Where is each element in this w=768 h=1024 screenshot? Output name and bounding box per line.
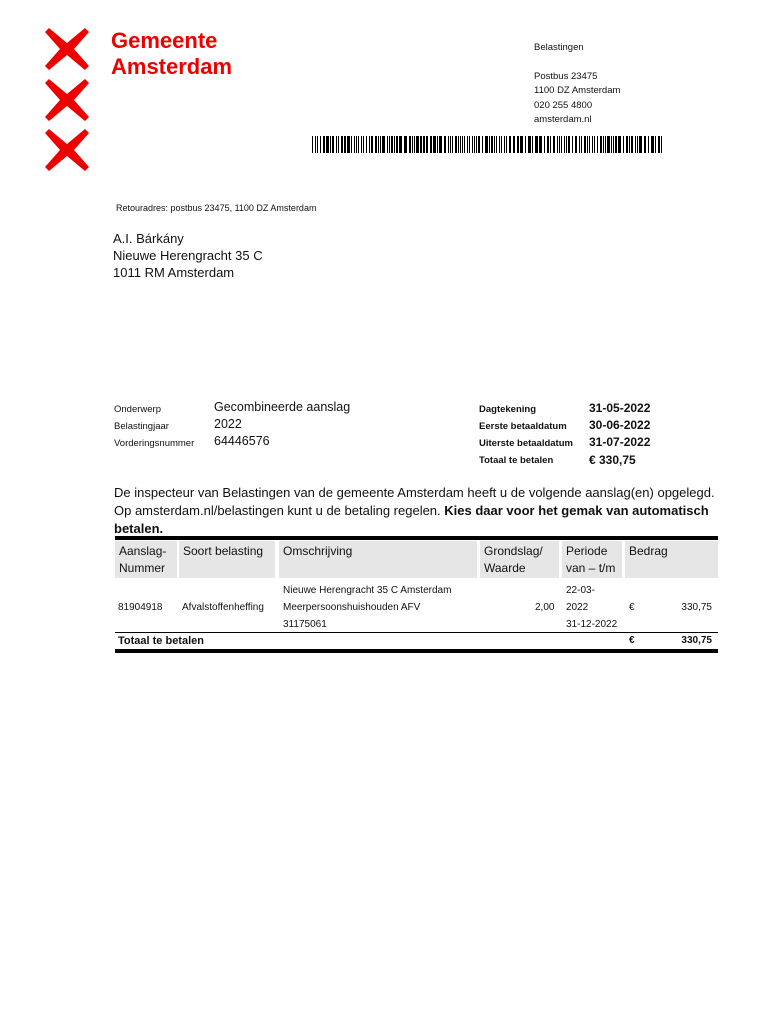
sender-phone: 020 255 4800 xyxy=(534,99,593,111)
header-bedrag xyxy=(625,541,718,578)
sender-department: Belastingen xyxy=(534,42,584,53)
meta-value-onderwerp: Gecombineerde aanslag xyxy=(214,400,351,414)
table-top-rule xyxy=(115,536,718,540)
row-periode-line3: 31-12-2022 xyxy=(566,619,618,630)
intro-bold-text: Kies daar voor het gemak van automatisch betalen. xyxy=(114,503,709,536)
meta-value-eerste-betaaldatum: 30-06-2022 xyxy=(589,418,651,432)
brand-line-1: Gemeente xyxy=(111,28,218,53)
total-amount: 330,75 xyxy=(681,635,712,646)
meta-value-uiterste-betaaldatum: 31-07-2022 xyxy=(589,435,651,449)
addressee-city: 1011 RM Amsterdam xyxy=(113,265,235,280)
meta-value-dagtekening: 31-05-2022 xyxy=(589,401,651,415)
intro-text: De inspecteur van Belastingen van de gemeente Amsterdam heeft u de volgende aanslag(en) opgelegd. Op amsterdam.nl/belastingen kunt u de betaling regelen. xyxy=(114,485,715,518)
total-label: Totaal te betalen xyxy=(118,635,204,647)
row-periode-line2: 2022 xyxy=(566,602,589,613)
sender-website[interactable]: amsterdam.nl xyxy=(534,114,592,125)
header-aanslag-line1: Aanslag- xyxy=(119,544,167,558)
meta-value-belastingjaar: 2022 xyxy=(214,417,242,431)
amsterdam-cross-icon xyxy=(45,28,89,70)
header-aanslagnummer xyxy=(115,541,177,578)
row-grondslag: 2,00 xyxy=(535,602,555,613)
header-periode-line2: van – t/m xyxy=(566,561,616,575)
amsterdam-cross-icon xyxy=(45,129,89,171)
addressee-street: Nieuwe Herengracht 35 C xyxy=(113,248,263,263)
return-address: Retouradres: postbus 23475, 1100 DZ Amsterdam xyxy=(116,203,317,213)
header-omschrijving xyxy=(279,541,477,578)
addressee-block xyxy=(113,230,263,281)
header-soort-label: Soort belasting xyxy=(183,544,264,558)
header-bedrag-label: Bedrag xyxy=(629,544,668,558)
total-currency: € xyxy=(629,635,635,646)
header-soort xyxy=(179,541,275,578)
row-aanslagnummer: 81904918 xyxy=(118,602,163,613)
header-aanslag-line2: Nummer xyxy=(119,561,166,575)
sender-postbus: Postbus 23475 xyxy=(534,70,598,82)
row-bedrag: 330,75 xyxy=(681,602,712,613)
brand-line-2: Amsterdam xyxy=(111,54,233,79)
total-bottom-rule xyxy=(115,649,718,653)
total-top-rule xyxy=(115,632,718,633)
header-periode xyxy=(562,541,622,578)
header-grondslag-line1: Grondslag/ xyxy=(484,544,543,558)
intro-paragraph xyxy=(114,484,724,538)
meta-label-totaal: Totaal te betalen xyxy=(479,455,554,466)
barcode xyxy=(312,136,662,153)
row-currency: € xyxy=(629,602,635,613)
amsterdam-cross-icon xyxy=(45,79,89,121)
header-omschrijving-label: Omschrijving xyxy=(283,544,353,558)
row-omschrijving-line3: 31175061 xyxy=(283,619,327,630)
meta-label-onderwerp: Onderwerp xyxy=(114,404,161,415)
header-grondslag-line2: Waarde xyxy=(484,561,526,575)
addressee-name: A.I. Bárkány xyxy=(113,231,184,246)
sender-block xyxy=(534,41,620,128)
row-omschrijving-line2: Meerpersoonshuishouden AFV xyxy=(283,602,421,613)
row-soort: Afvalstoffenheffing xyxy=(182,602,264,613)
meta-value-totaal: € 330,75 xyxy=(589,453,636,467)
brand-name xyxy=(111,28,232,80)
meta-label-belastingjaar: Belastingjaar xyxy=(114,421,169,432)
row-omschrijving-line1: Nieuwe Herengracht 35 C Amsterdam xyxy=(283,585,452,596)
meta-label-uiterste-betaaldatum: Uiterste betaaldatum xyxy=(479,438,573,449)
header-periode-line1: Periode xyxy=(566,544,608,558)
meta-value-vorderingsnummer: 64446576 xyxy=(214,434,270,448)
meta-label-dagtekening: Dagtekening xyxy=(479,404,537,415)
meta-label-eerste-betaaldatum: Eerste betaaldatum xyxy=(479,421,567,432)
sender-city: 1100 DZ Amsterdam xyxy=(534,85,621,96)
header-grondslag xyxy=(480,541,559,578)
row-periode-line1: 22-03- xyxy=(566,585,595,596)
meta-label-vorderingsnummer: Vorderingsnummer xyxy=(114,438,195,449)
